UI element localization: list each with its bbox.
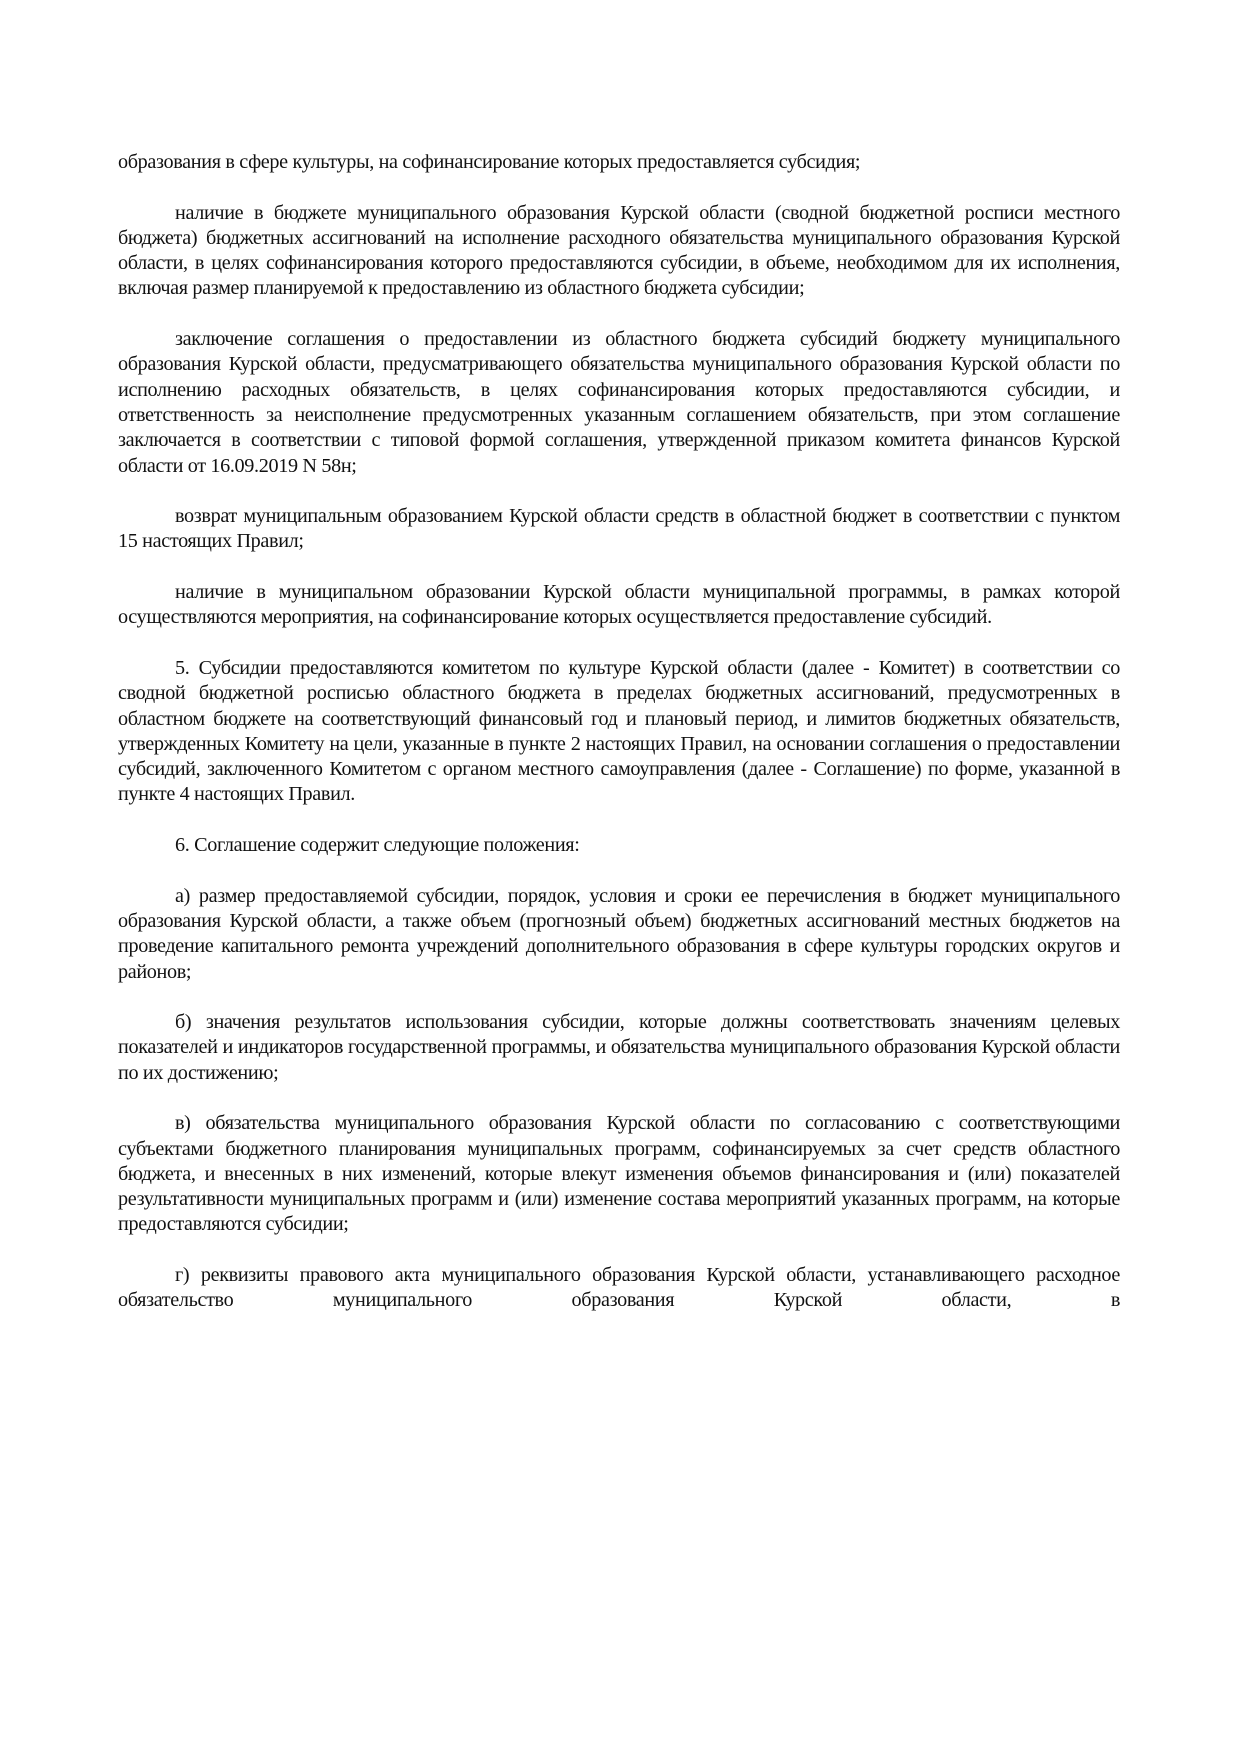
paragraph-agreement-conclusion: заключение соглашения о предоставлении из областного бюджета субсидий бюджету муниципального образования Курской области, предусматривающего обязательства муниципального образования Курской области по исполнению расходных обязательств, в целях софинансирования которых предоставляются субсидии, и ответственность за неисполнение предусмотренных указанным соглашением обязательств, при этом соглашение заключается в соответствии с типовой формой соглашения, утвержденной приказом комитета финансов Курской области от 16.09.2019 N 58н; (118, 328, 1120, 477)
paragraph-budget-availability: наличие в бюджете муниципального образования Курской области (сводной бюджетной росписи местного бюджета) бюджетных ассигнований на исполнение расходного обязательства муниципального образования Курской области, в целях софинансирования которого предоставляются субсидии, в объеме, необходимом для их исполнения, включая размер планируемой к предоставлению из областного бюджета субсидии; (118, 201, 1120, 300)
paragraph-clause-6a: а) размер предоставляемой субсидии, порядок, условия и сроки ее перечисления в бюджет муниципального образования Курской области, а также объем (прогнозный объем) бюджетных ассигнований местных бюджетов на проведение капитального ремонта учреждений дополнительного образования в сфере культуры городских округов и районов; (118, 884, 1120, 983)
document-page (118, 150, 1120, 1314)
paragraph-continuation: образования в сфере культуры, на софинансирование которых предоставляется субсидия; (118, 151, 861, 173)
paragraph-clause-6g: г) реквизиты правового акта муниципального образования Курской области, устанавливающего расходное обязательство муниципального образования Курской области, в (118, 1264, 1120, 1312)
paragraph-municipal-program: наличие в муниципальном образовании Курской области муниципальной программы, в рамках которой осуществляются мероприятия, на софинансирование которых осуществляется предоставление субсидий. (118, 581, 1120, 629)
paragraph-clause-6: 6. Соглашение содержит следующие положения: (175, 834, 580, 857)
paragraph-clause-6b: б) значения результатов использования субсидии, которые должны соответствовать значениям целевых показателей и индикаторов государственной программы, и обязательства муниципального образования Курской области по их достижению; (118, 1011, 1120, 1084)
paragraph-clause-6v: в) обязательства муниципального образования Курской области по согласованию с соответствующими субъектами бюджетного планирования муниципальных программ, софинансируемых за счет средств областного бюджета, и внесенных в них изменений, которые влекут изменения объемов финансирования и (или) показателей результативности муниципальных программ и (или) изменение состава мероприятий указанных программ, на которые предоставляются субсидии; (118, 1112, 1120, 1236)
paragraph-clause-5: 5. Субсидии предоставляются комитетом по культуре Курской области (далее - Комитет) в соответствии со сводной бюджетной росписью областного бюджета в пределах бюджетных ассигнований, предусмотренных в областном бюджете на соответствующий финансовый год и плановый период, и лимитов бюджетных обязательств, утвержденных Комитету на цели, указанные в пункте 2 настоящих Правил, на основании соглашения о предоставлении субсидий, заключенного Комитетом с органом местного самоуправления (далее - Соглашение) по форме, указанной в пункте 4 настоящих Правил. (118, 656, 1120, 806)
paragraph-funds-return: возврат муниципальным образованием Курской области средств в областной бюджет в соответствии с пунктом 15 настоящих Правил; (118, 505, 1120, 553)
